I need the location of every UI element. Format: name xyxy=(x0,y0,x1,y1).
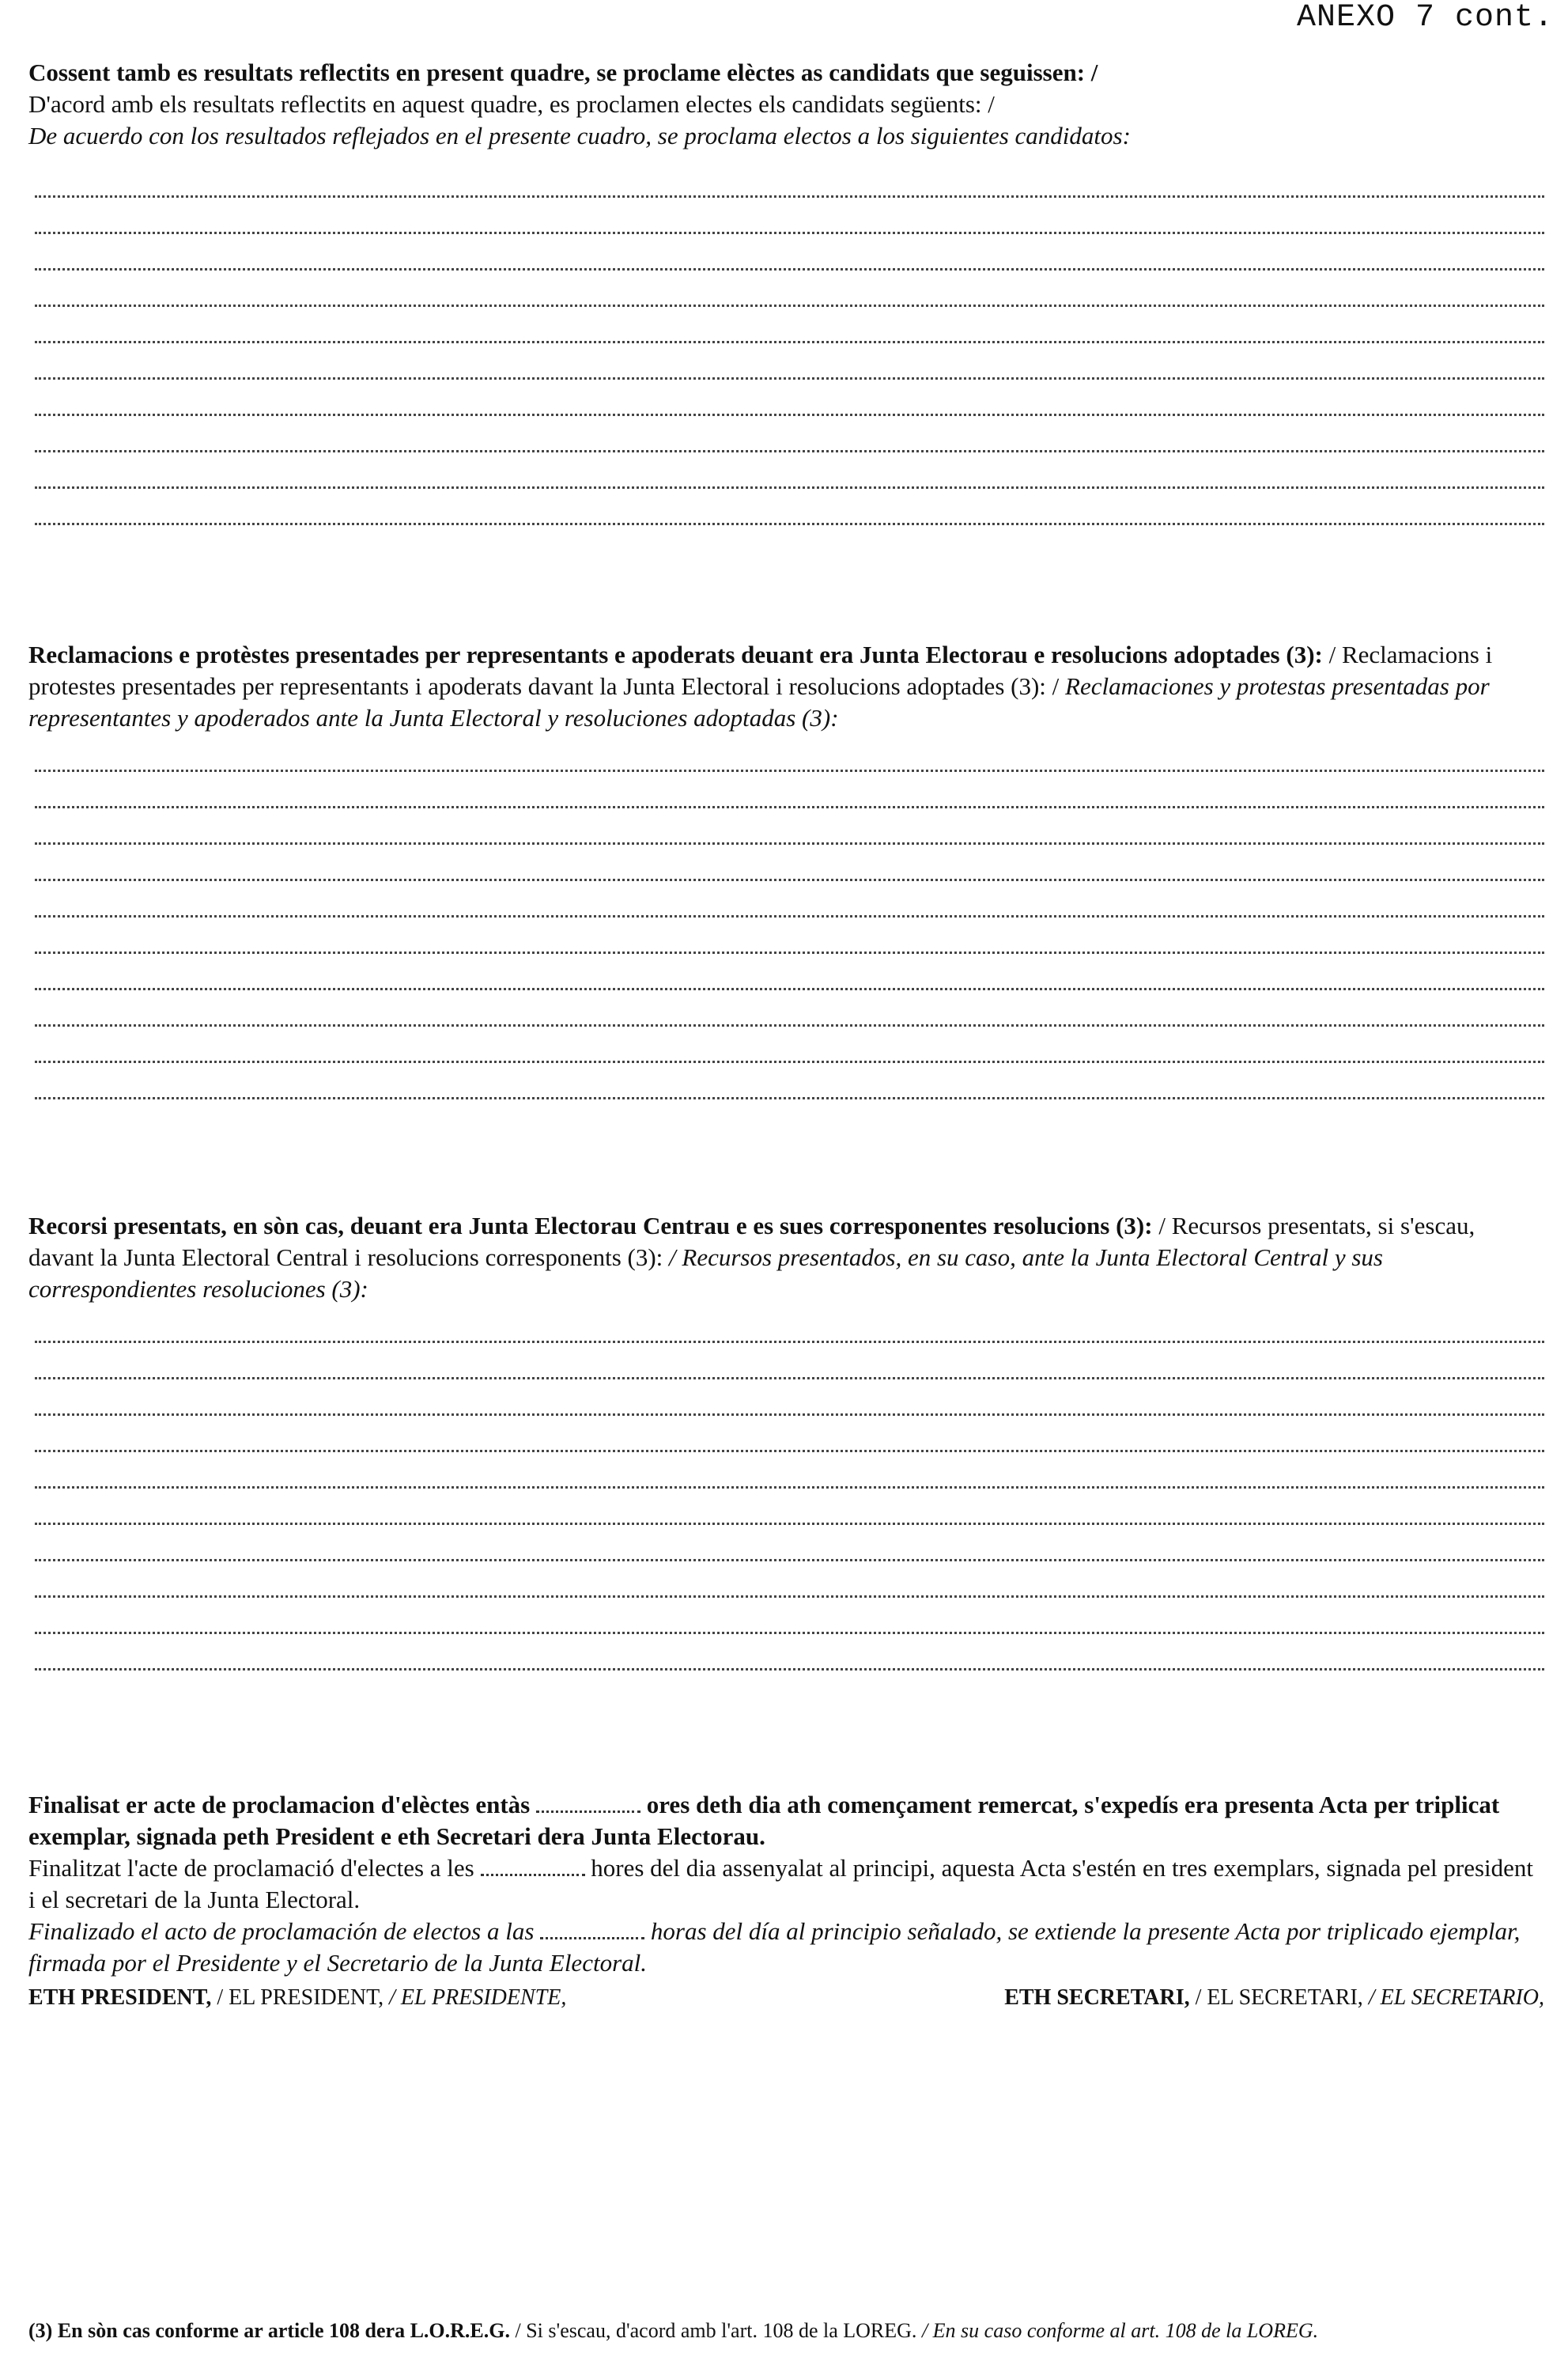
appeals-aranese: Recorsi presentats, en sòn cas, deuant era Junta Electorau Centrau e es sues corresponentes resolucions (3): xyxy=(28,1212,1153,1239)
president-signature-label xyxy=(28,1985,566,2011)
secretary-aranese: ETH SECRETARI, xyxy=(1004,1985,1190,2010)
closing-text xyxy=(28,1789,1544,1979)
proclamation-spanish: De acuerdo con los resultados reflejados en el presente cuadro, se proclama electos a los siguientes candidatos: xyxy=(28,122,1131,149)
secretary-spanish: / EL SECRETARIO, xyxy=(1368,1985,1544,2010)
claims-spanish: Reclamaciones y protestas presentadas por representantes y apoderados ante la Junta Electoral y resoluciones adoptadas (3): xyxy=(28,672,1490,732)
claims-heading xyxy=(28,639,1544,734)
proclamation-catalan: D'acord amb els resultats reflectits en aquest quadre, es proclamen electes els candidats següents: / xyxy=(28,90,995,118)
closing-aranese-a: Finalisat er acte de proclamacion d'elèctes entàs xyxy=(28,1791,531,1818)
closing-aranese-b: ores deth dia ath començament remercat, s'expedís era presenta Acta per triplicat exemplar, signada peth President e eth Secretari dera Junta Electorau. xyxy=(28,1791,1500,1850)
closing-spanish-b: horas del día al principio señalado, se extiende la presente Acta por triplicado ejemplar, firmada por el Presidente y el Secretario de la Junta Electoral. xyxy=(28,1917,1521,1977)
claims-aranese: Reclamacions e protèstes presentades per representants e apoderats deuant era Junta Electorau e resolucions adoptades (3): xyxy=(28,641,1323,668)
hours-field-aranese[interactable] xyxy=(536,1792,640,1813)
closing-catalan-b: hores del dia assenyalat al principi, aquesta Acta s'estén en tres exemplars, signada pel president i el secretari de la Junta Electoral. xyxy=(28,1854,1534,1913)
claims-catalan: / Reclamacions i protestes presentades per representants i apoderats davant la Junta Electoral i resolucions adoptades (3): / xyxy=(28,641,1493,700)
secretary-catalan: / EL SECRETARI, xyxy=(1195,1985,1363,2010)
president-spanish: / EL PRESIDENTE, xyxy=(389,1985,567,2010)
closing-aranese xyxy=(28,1789,1544,1852)
secretary-signature-label xyxy=(1004,1985,1544,2011)
closing-catalan xyxy=(28,1852,1544,1916)
proclamation-aranese: Cossent tamb es resultats reflectits en present quadre, se proclame elèctes as candidats que seguissen: / xyxy=(28,59,1098,86)
closing-spanish xyxy=(28,1916,1544,1979)
candidates-lines[interactable] xyxy=(35,161,1544,525)
closing-spanish-a: Finalizado el acto de proclamación de electos a las xyxy=(28,1917,535,1945)
hours-field-spanish[interactable] xyxy=(540,1918,644,1939)
appeals-spanish: / Recursos presentados, en su caso, ante la Junta Electoral Central y sus correspondientes resoluciones (3): xyxy=(28,1243,1383,1303)
annex-label: ANEXO 7 cont. xyxy=(1296,0,1554,36)
appeals-catalan: / Recursos presentats, si s'escau, davant la Junta Electoral Central i resolucions corresponents (3): xyxy=(28,1212,1475,1271)
president-aranese: ETH PRESIDENT, xyxy=(28,1985,212,2010)
footnote-catalan: / Si s'escau, d'acord amb l'art. 108 de la LOREG. xyxy=(515,2319,917,2342)
footnote-spanish: / En su caso conforme al art. 108 de la LOREG. xyxy=(921,2319,1319,2342)
claims-lines[interactable] xyxy=(35,736,1544,1099)
proclamation-heading xyxy=(28,57,1544,152)
appeals-heading xyxy=(28,1210,1544,1305)
footnote-aranese: (3) En sòn cas conforme ar article 108 dera L.O.R.E.G. xyxy=(28,2319,510,2342)
hours-field-catalan[interactable] xyxy=(481,1855,585,1876)
appeals-lines[interactable] xyxy=(35,1307,1544,1670)
closing-catalan-a: Finalitzat l'acte de proclamació d'electes a les xyxy=(28,1854,474,1882)
footnote xyxy=(28,2319,1318,2343)
president-catalan: / EL PRESIDENT, xyxy=(217,1985,384,2010)
